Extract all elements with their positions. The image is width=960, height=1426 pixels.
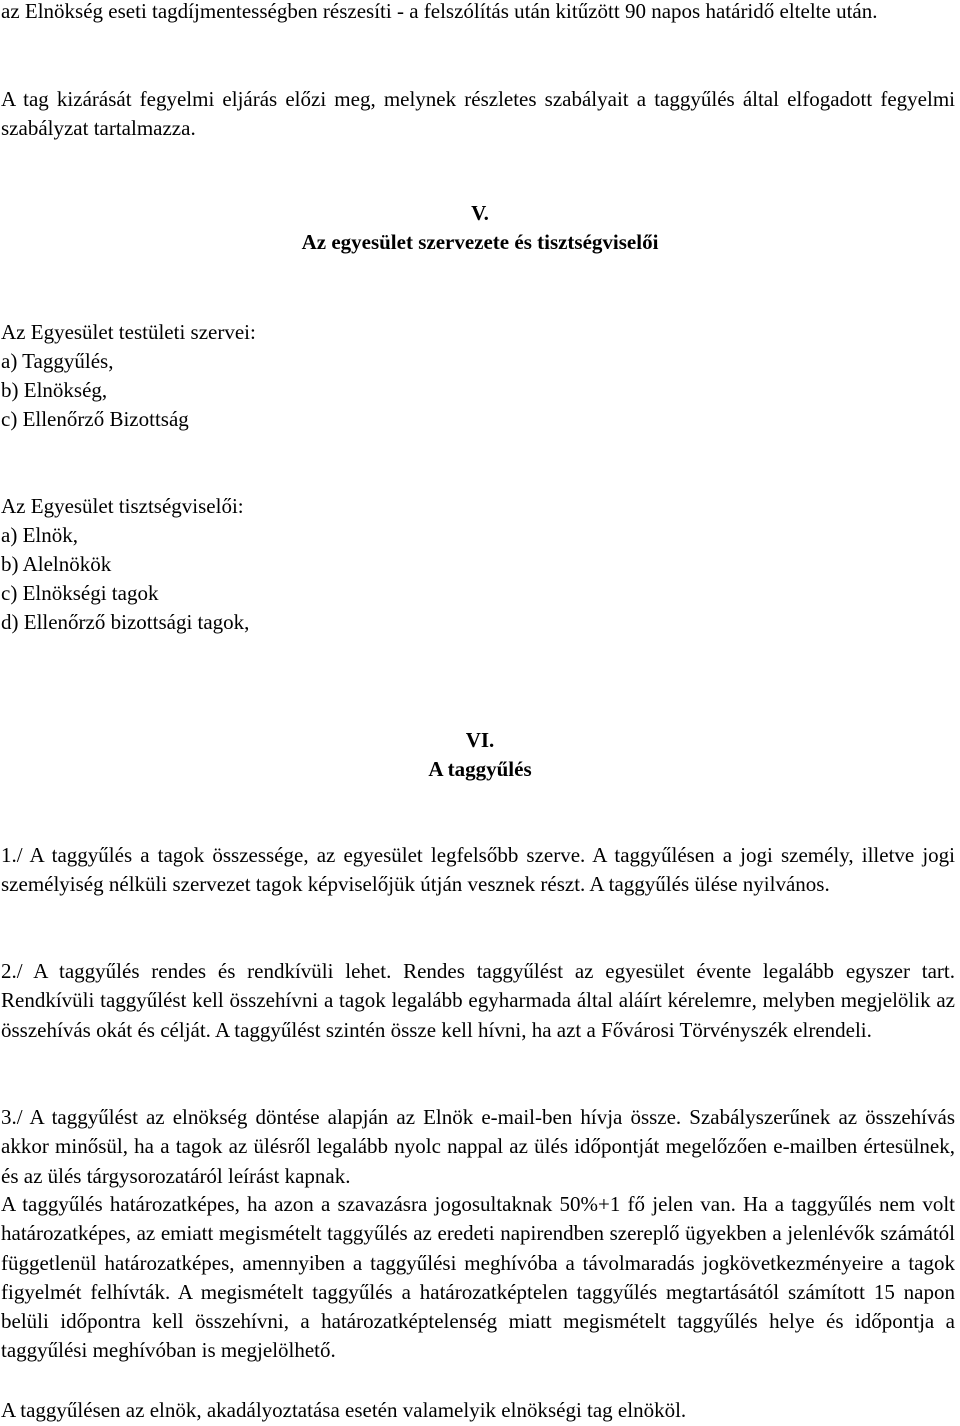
bodies-heading: Az Egyesület testületi szervei: <box>1 320 256 344</box>
section-6-number: VI. <box>465 728 495 752</box>
section-6-paragraph-4: A taggyűlés határozatképes, ha azon a szavazásra jogosultaknak 50%+1 fő jelen van. Ha a taggyűlés nem volt határozatképes, az emiatt megismételt taggyűlés az eredeti napirendben szereplő ügyekben a jelenlévők számától függetlenül határozatképes, amennyiben a taggyűlési meghívóba a távolmaradás jogkövetkezményeire a tagok figyelmét felhívták. A megismételt taggyűlés a határozatképtelen taggyűlés megtartásától számított 15 napon belüli időpontra kell összehívni, a határozatképtelenség miatt megismételt taggyűlés helye és időpontja a taggyűlési meghívóban is megjelölhető. <box>1 1192 955 1363</box>
bodies-item-presidency: b) Elnökség, <box>1 378 108 402</box>
officers-item-president: a) Elnök, <box>1 523 78 547</box>
section-6-paragraph-3: 3./ A taggyűlést az elnökség döntése alapján az Elnök e-mail-ben hívja össze. Szabályszerűnek az összehívás akkor minősül, ha a tagok az ülésről legalább nyolc nappal az ülés időpontját megelőzően e-mailben értesülnek, és az ülés tárgysorozatáról leírást kapnak. <box>1 1105 955 1188</box>
bodies-item-general-assembly: a) Taggyűlés, <box>1 349 114 373</box>
bodies-item-supervisory-board: c) Ellenőrző Bizottság <box>1 407 189 431</box>
officers-item-supervisory-members: d) Ellenőrző bizottsági tagok, <box>1 610 250 634</box>
officers-heading: Az Egyesület tisztségviselői: <box>1 494 244 518</box>
section-5-number: V. <box>471 201 489 225</box>
officers-item-vice-presidents: b) Alelnökök <box>1 552 112 576</box>
intro-paragraph-expulsion: A tag kizárását fegyelmi eljárás előzi meg, melynek részletes szabályait a taggyűlés által elfogadott fegyelmi szabályzat tartalmazza. <box>1 87 955 141</box>
section-6-paragraph-5: A taggyűlésen az elnök, akadályoztatása esetén valamelyik elnökségi tag elnököl. <box>1 1398 687 1422</box>
section-6-paragraph-2: 2./ A taggyűlés rendes és rendkívüli lehet. Rendes taggyűlést az egyesület évente legalább egyszer tart. Rendkívüli taggyűlést kell összehívni a tagok legalább egyharmada által aláírt kérelemre, melyben megjelölik az összehívás okát és célját. A taggyűlést szintén össze kell hívni, ha azt a Fővárosi Törvényszék elrendeli. <box>1 959 955 1042</box>
section-6-paragraph-1: 1./ A taggyűlés a tagok összessége, az egyesület legfelsőbb szerve. A taggyűlésen a jogi személy, illetve jogi személyiség nélküli szervezet tagok képviselőjük útján vesznek részt. A taggyűlés ülése nyilvános. <box>1 843 955 897</box>
section-5-title: Az egyesület szervezete és tisztségviselői <box>301 230 659 254</box>
intro-paragraph-exemption: az Elnökség eseti tagdíjmentességben részesíti - a felszólítás után kitűzött 90 napos határidő eltelte után. <box>1 0 878 23</box>
section-6-title: A taggyűlés <box>428 757 532 781</box>
officers-item-presidency-members: c) Elnökségi tagok <box>1 581 159 605</box>
